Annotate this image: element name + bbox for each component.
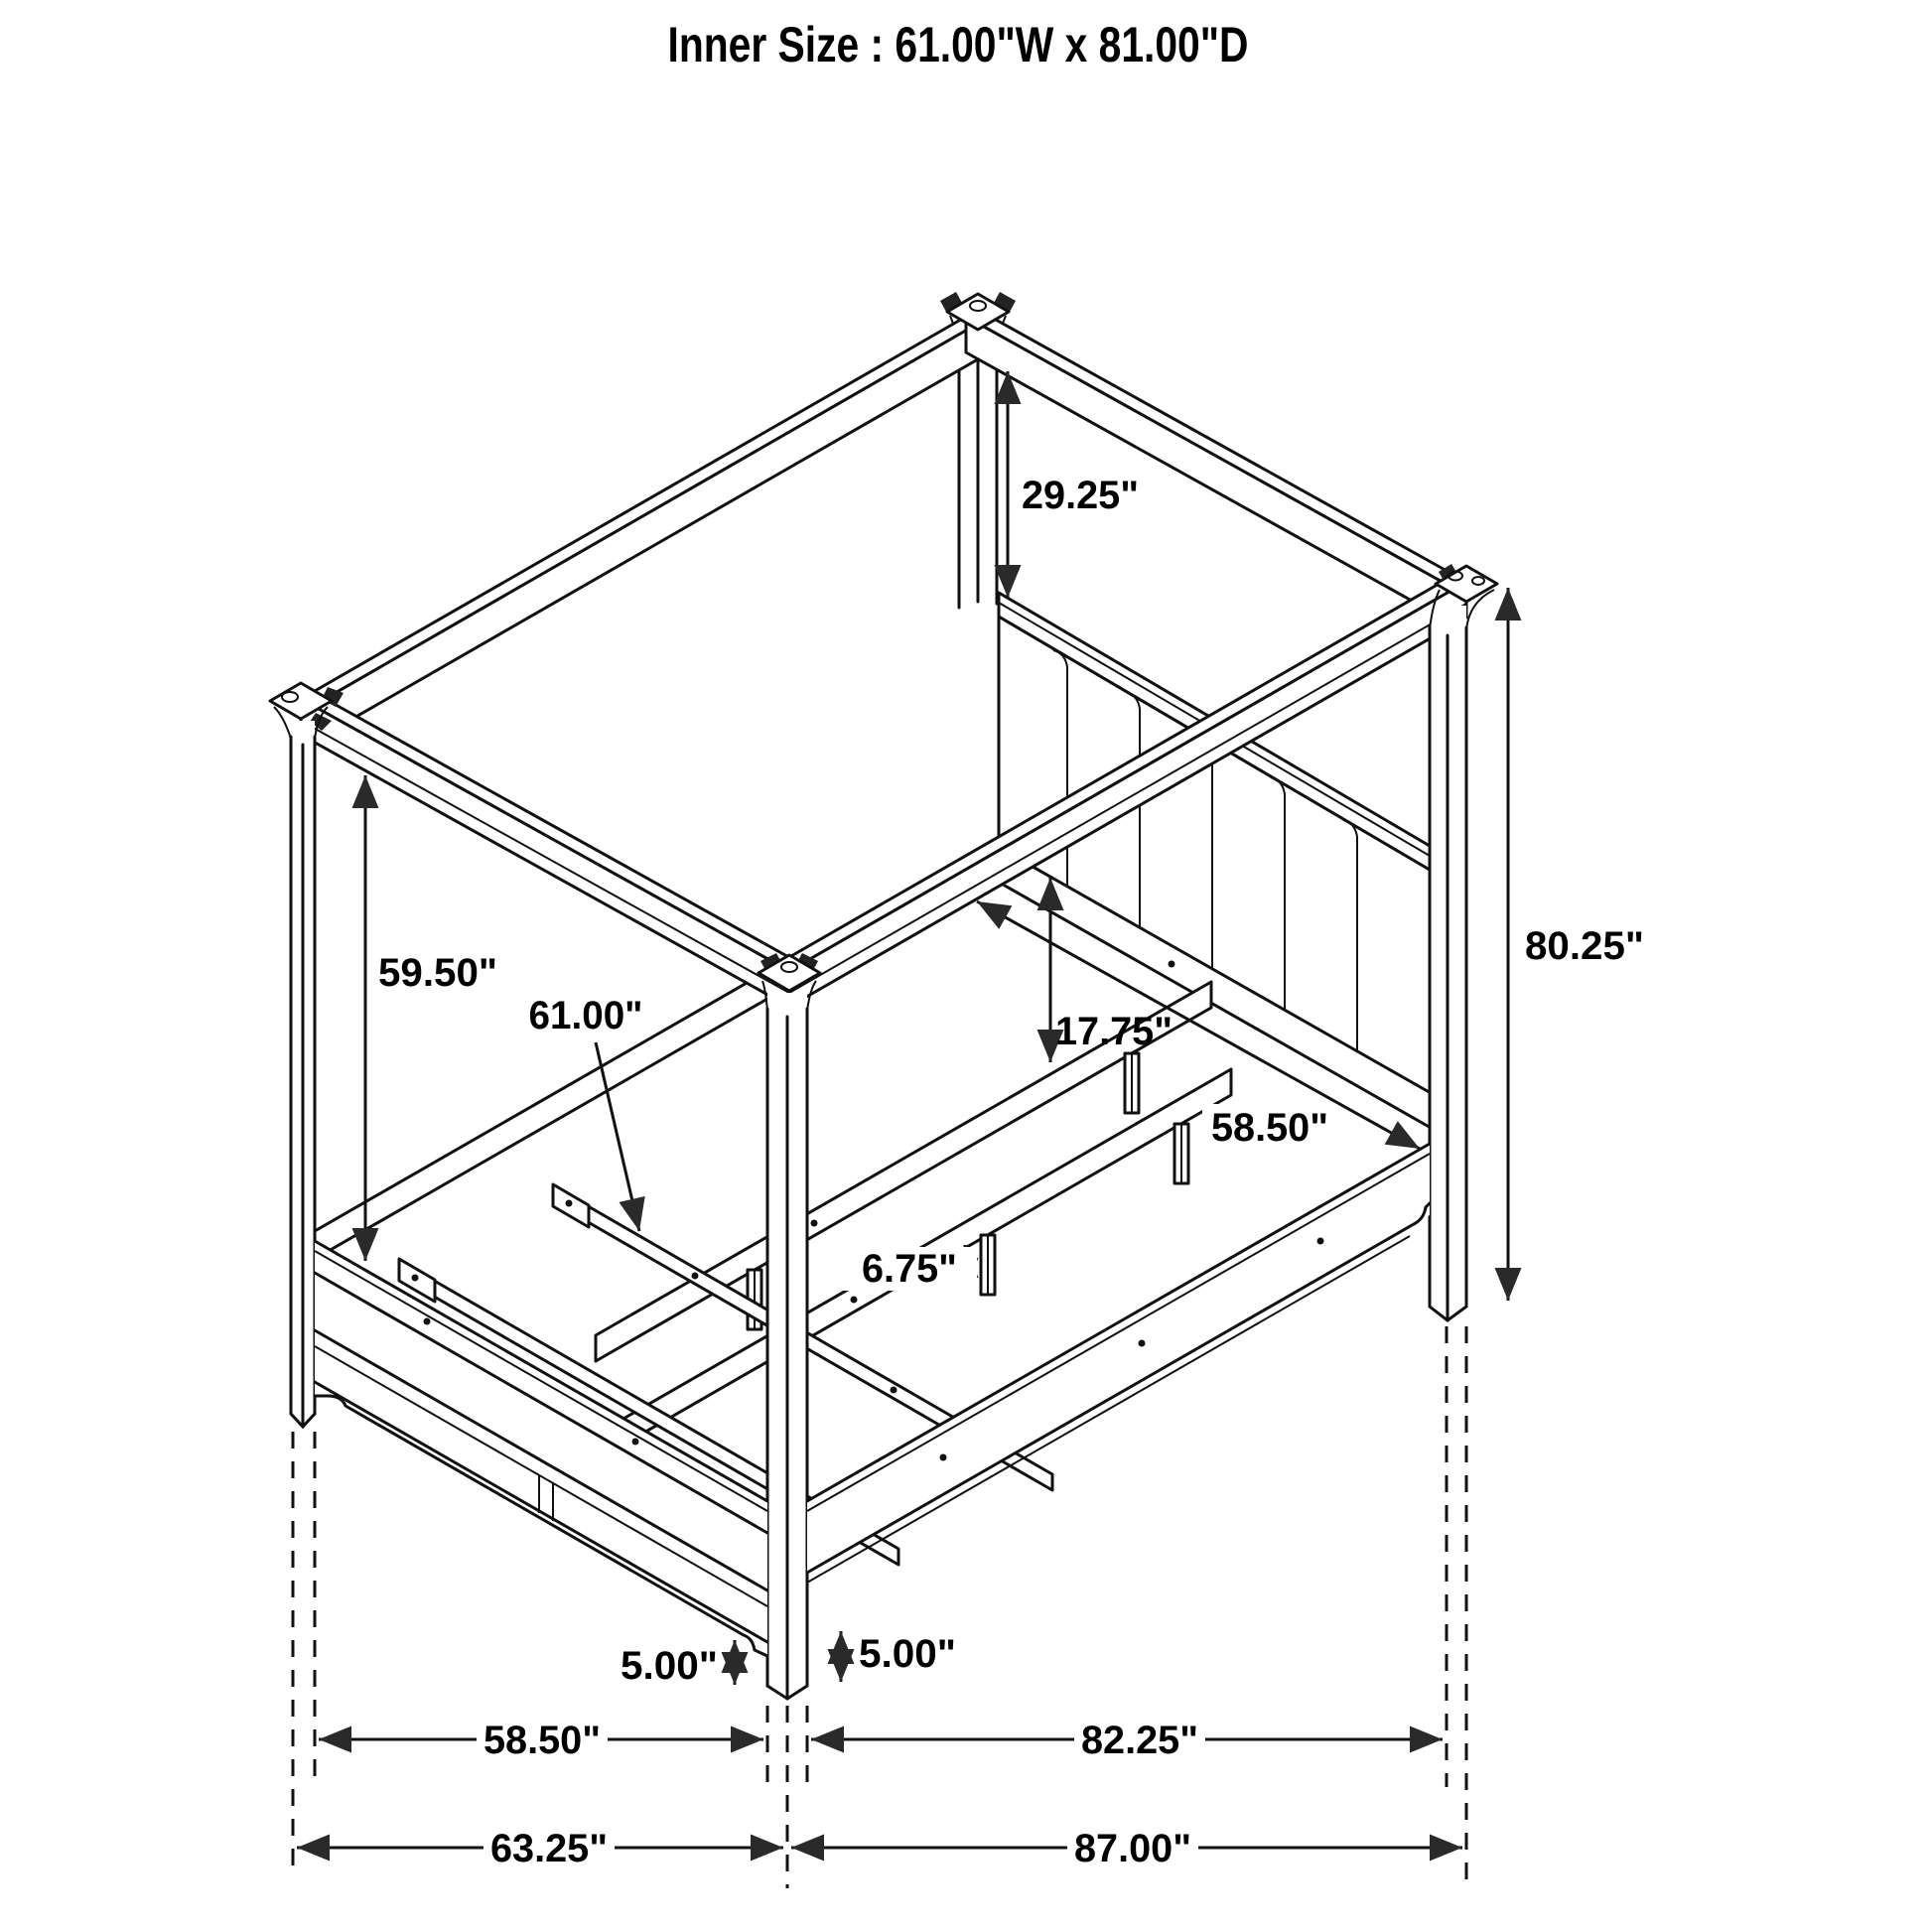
label-slat-leg-height: 6.75" [862,1247,957,1291]
label-overall-height: 80.25" [1525,924,1644,968]
stringer-leg [1174,1124,1188,1183]
front-post [762,981,816,1699]
dim-side-foot-height [841,1631,956,1682]
stringer-leg [1125,1053,1139,1113]
label-slat-length: 61.00" [528,994,643,1037]
dim-footboard-inner-width [319,1713,763,1766]
dim-side-rail-inner-length [811,1713,1443,1766]
label-overall-depth: 87.00" [1074,1827,1191,1870]
dim-overall-width [297,1821,783,1874]
right-post [1430,590,1494,1320]
label-side-foot-height: 5.00" [859,1632,956,1676]
side-rail [807,1144,1430,1583]
page-title: Inner Size : 61.00"W x 81.00"D [667,17,1249,72]
label-footboard-inner-width: 58.50" [483,1719,601,1762]
label-front-foot-height: 5.00" [621,1644,718,1688]
bed-drawing [270,292,1497,1699]
dim-overall-depth [791,1821,1462,1874]
dim-slat-leg-height [842,1245,977,1291]
stringer-leg [981,1235,995,1295]
label-headboard-inner-width: 58.50" [1211,1106,1328,1150]
label-overall-width: 63.25" [490,1827,608,1870]
label-headboard-to-canopy-gap: 29.25" [1022,474,1139,517]
label-rail-assembly-height: 17.75" [1055,1010,1173,1053]
dim-overall-height [1508,588,1644,1301]
label-footboard-to-canopy-gap: 59.50" [378,951,497,995]
label-side-rail-inner-length: 82.25" [1081,1719,1198,1762]
dim-front-foot-height [621,1640,735,1688]
